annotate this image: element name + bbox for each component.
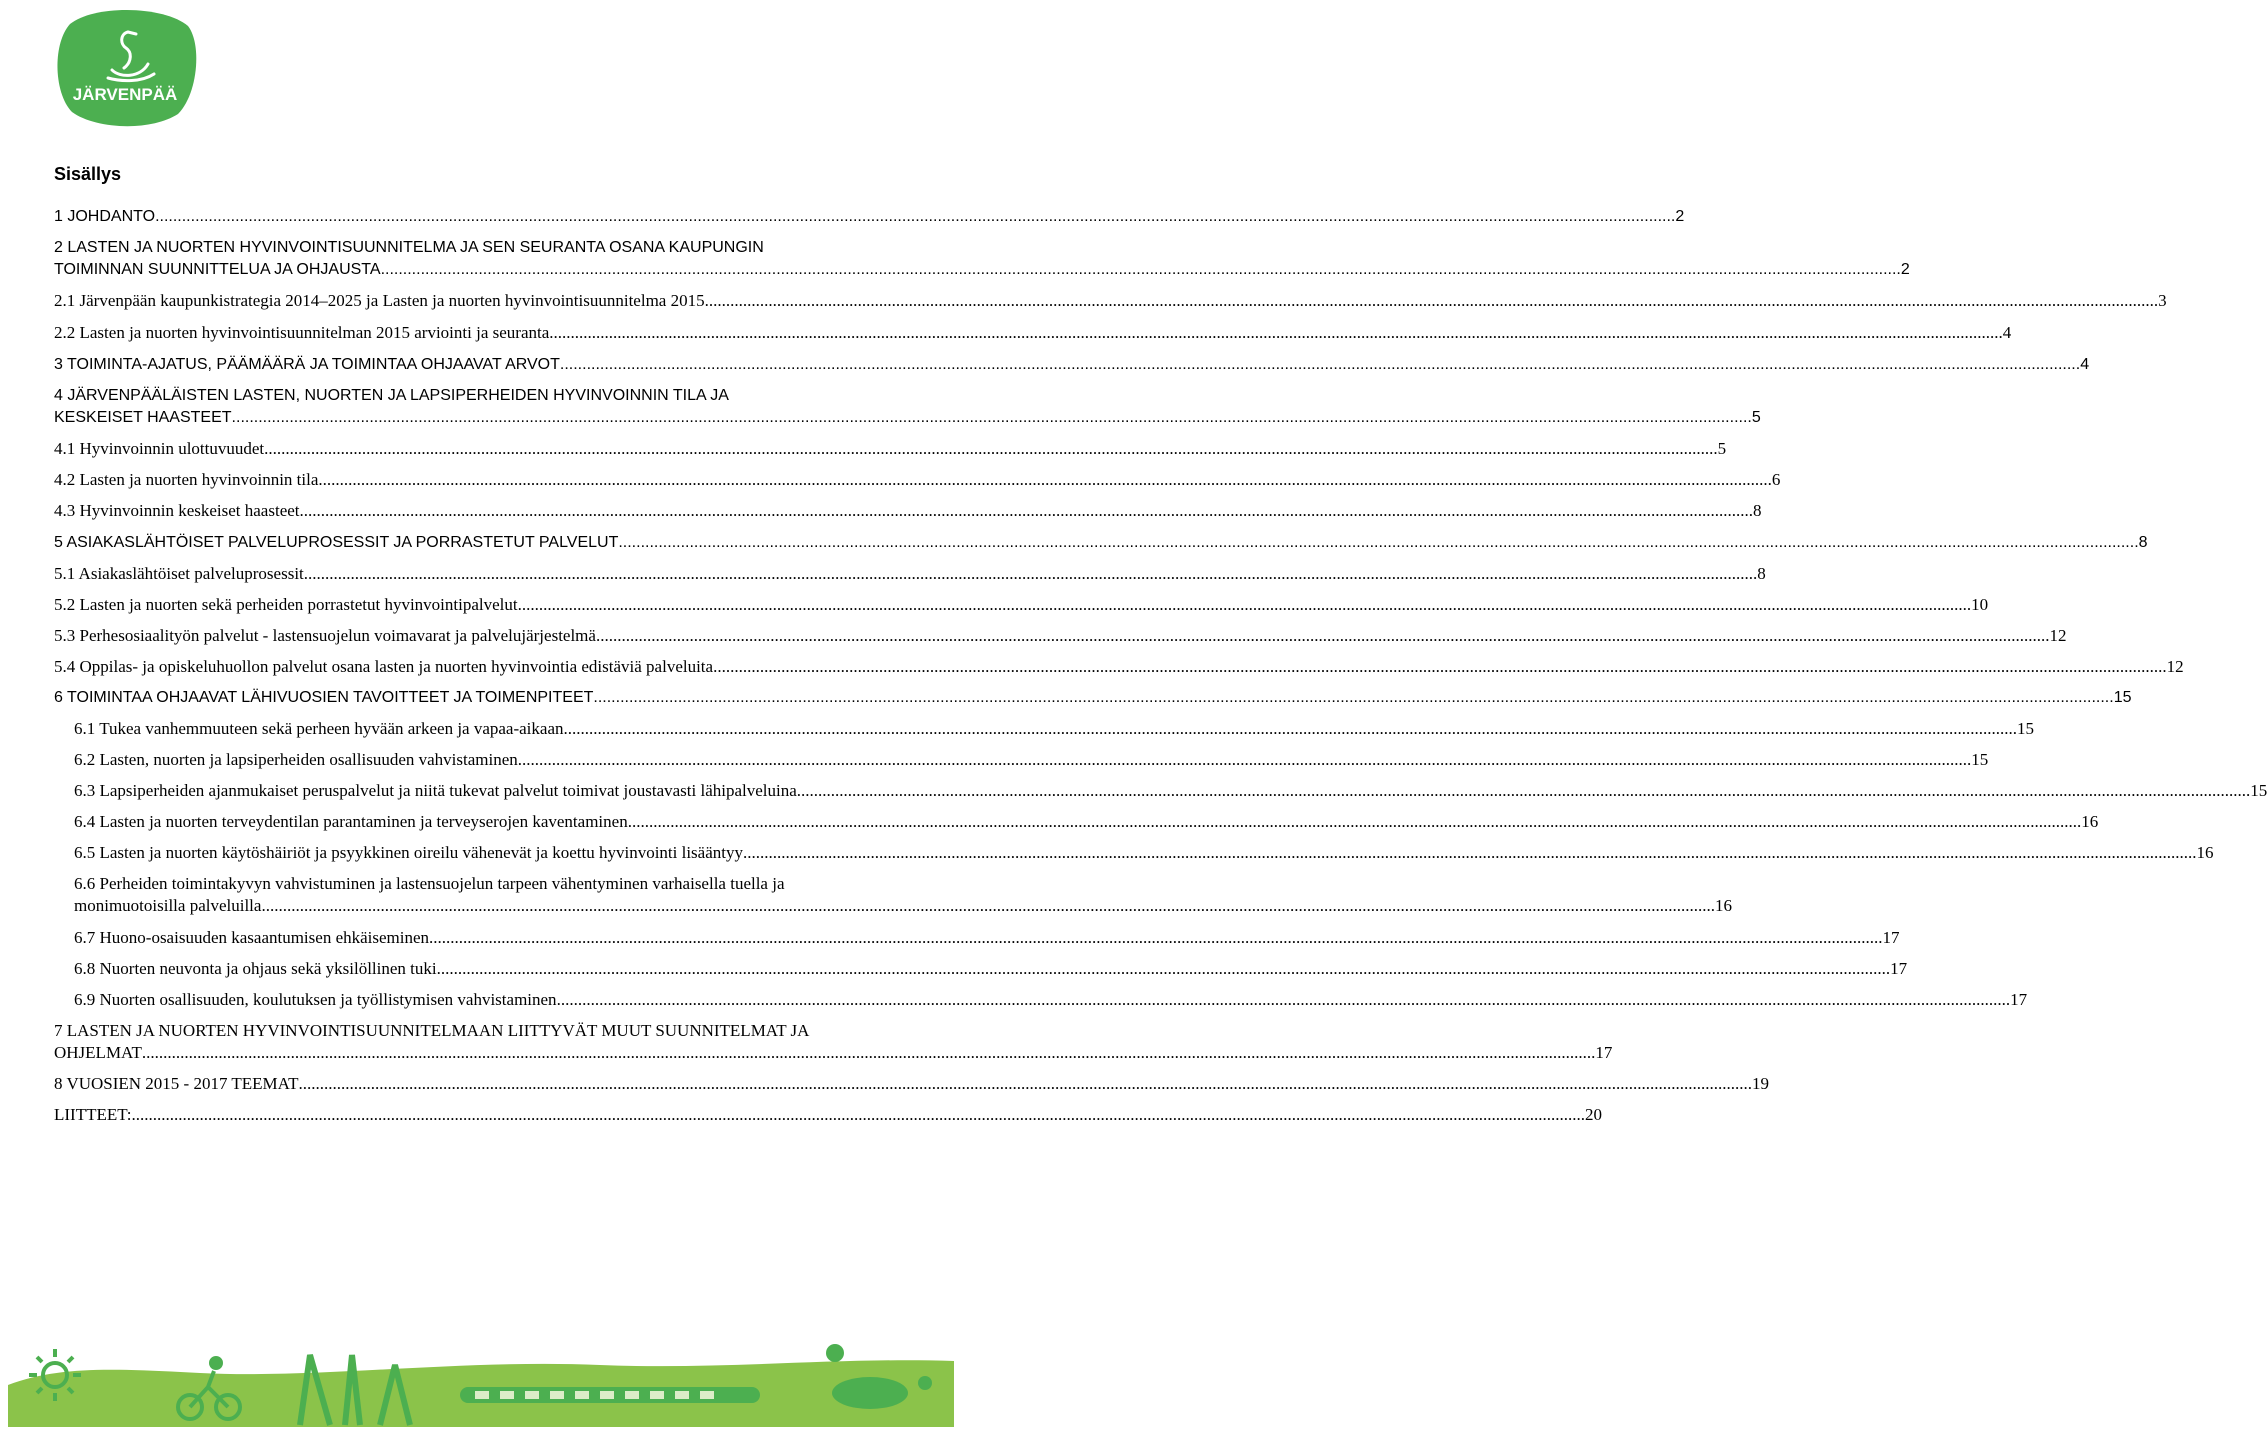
toc-entry[interactable]: 7 LASTEN JA NUORTEN HYVINVOINTISUUNNITELMAAN LIITTYVÄT MUUT SUUNNITELMAT JA OHJELMAT ..... 17 [54, 1020, 926, 1064]
toc-entry[interactable]: 3 TOIMINTA-AJATUS, PÄÄMÄÄRÄ JA TOIMINTAA OHJAAVAT ARVOT ..... 4 [54, 354, 926, 376]
toc-entry[interactable]: 6.9 Nuorten osallisuuden, koulutuksen ja työllistymisen vahvistaminen ..... 17 [74, 989, 926, 1011]
toc-entry[interactable]: 6.5 Lasten ja nuorten käytöshäiriöt ja psyykkinen oireilu vähenevät ja koettu hyvinvointi lisääntyy ..... 16 [74, 842, 926, 864]
toc-entry[interactable]: 6.1 Tukea vanhemmuuteen sekä perheen hyvään arkeen ja vapaa-aikaan ..... 15 [74, 718, 926, 740]
logo-blob-shape [57, 10, 196, 126]
toc-entry[interactable]: 8 VUOSIEN 2015 - 2017 TEEMAT ..... 19 [54, 1073, 926, 1095]
toc-entry[interactable]: 5.3 Perhesosiaalityön palvelut - lastensuojelun voimavarat ja palvelujärjestelmä ..... 12 [54, 625, 926, 647]
train-icon [460, 1387, 760, 1403]
toc-entry[interactable]: 4.1 Hyvinvoinnin ulottuvuudet ..... 5 [54, 438, 926, 460]
toc-heading: Sisällys [54, 164, 122, 184]
toc-entry[interactable]: 2.2 Lasten ja nuorten hyvinvointisuunnitelman 2015 arviointi ja seuranta ..... 4 [54, 322, 926, 344]
toc-entry[interactable]: 6.2 Lasten, nuorten ja lapsiperheiden osallisuuden vahvistaminen ..... 15 [74, 749, 926, 771]
toc-entry[interactable]: 2 LASTEN JA NUORTEN HYVINVOINTISUUNNITELMA JA SEN SEURANTA OSANA KAUPUNGIN TOIMINNAN SUUNNITTELUA JA OHJAUSTA ..... 2 [54, 237, 926, 281]
toc-entry[interactable]: 6.6 Perheiden toimintakyvyn vahvistuminen ja lastensuojelun tarpeen vähentyminen varhaisella tuella ja monimuotoisilla palveluilla ..... 16 [74, 873, 926, 917]
toc-entry[interactable]: 6.3 Lapsiperheiden ajanmukaiset peruspalvelut ja niitä tukevat palvelut toimivat joustavasti lähipalveluina ..... 15 [74, 780, 926, 802]
footer-decoration [0, 1335, 960, 1429]
toc-entry[interactable]: 4.2 Lasten ja nuorten hyvinvoinnin tila ..... 6 [54, 469, 926, 491]
toc-entry[interactable]: 5 ASIAKASLÄHTÖISET PALVELUPROSESSIT JA PORRASTETUT PALVELUT ..... 8 [54, 532, 926, 554]
logo-text: JÄRVENPÄÄ [72, 85, 178, 104]
toc-entry[interactable]: 1 JOHDANTO ..... 2 [54, 206, 926, 228]
toc-entry[interactable]: LIITTEET: ..... 20 [54, 1104, 926, 1126]
toc-entry[interactable]: 6.7 Huono-osaisuuden kasaantumisen ehkäiseminen ..... 17 [74, 927, 926, 949]
toc-entry[interactable]: 4.3 Hyvinvoinnin keskeiset haasteet ..... 8 [54, 500, 926, 522]
toc-entry[interactable]: 6 TOIMINTAA OHJAAVAT LÄHIVUOSIEN TAVOITTEET JA TOIMENPITEET ..... 15 [54, 687, 926, 709]
toc-entry[interactable]: 4 JÄRVENPÄÄLÄISTEN LASTEN, NUORTEN JA LAPSIPERHEIDEN HYVINVOINNIN TILA JA KESKEISET HAASTEET ..... 5 [54, 385, 926, 429]
toc-entry[interactable]: 6.8 Nuorten neuvonta ja ohjaus sekä yksilöllinen tuki ..... 17 [74, 958, 926, 980]
toc-entry[interactable]: 5.4 Oppilas- ja opiskeluhuollon palvelut osana lasten ja nuorten hyvinvointia edistäviä palveluita ..... 12 [54, 656, 926, 678]
toc-entry[interactable]: 5.1 Asiakaslähtöiset palveluprosessit ..... 8 [54, 563, 926, 585]
jarvenpaa-logo [50, 4, 200, 129]
toc-entry[interactable]: 2.1 Järvenpään kaupunkistrategia 2014–2025 ja Lasten ja nuorten hyvinvointisuunnitelma 2015 ..... 3 [54, 290, 926, 312]
toc-entry[interactable]: 6.4 Lasten ja nuorten terveydentilan parantaminen ja terveyserojen kaventaminen ..... 16 [74, 811, 926, 833]
toc-entry[interactable]: 5.2 Lasten ja nuorten sekä perheiden porrastetut hyvinvointipalvelut ..... 10 [54, 594, 926, 616]
